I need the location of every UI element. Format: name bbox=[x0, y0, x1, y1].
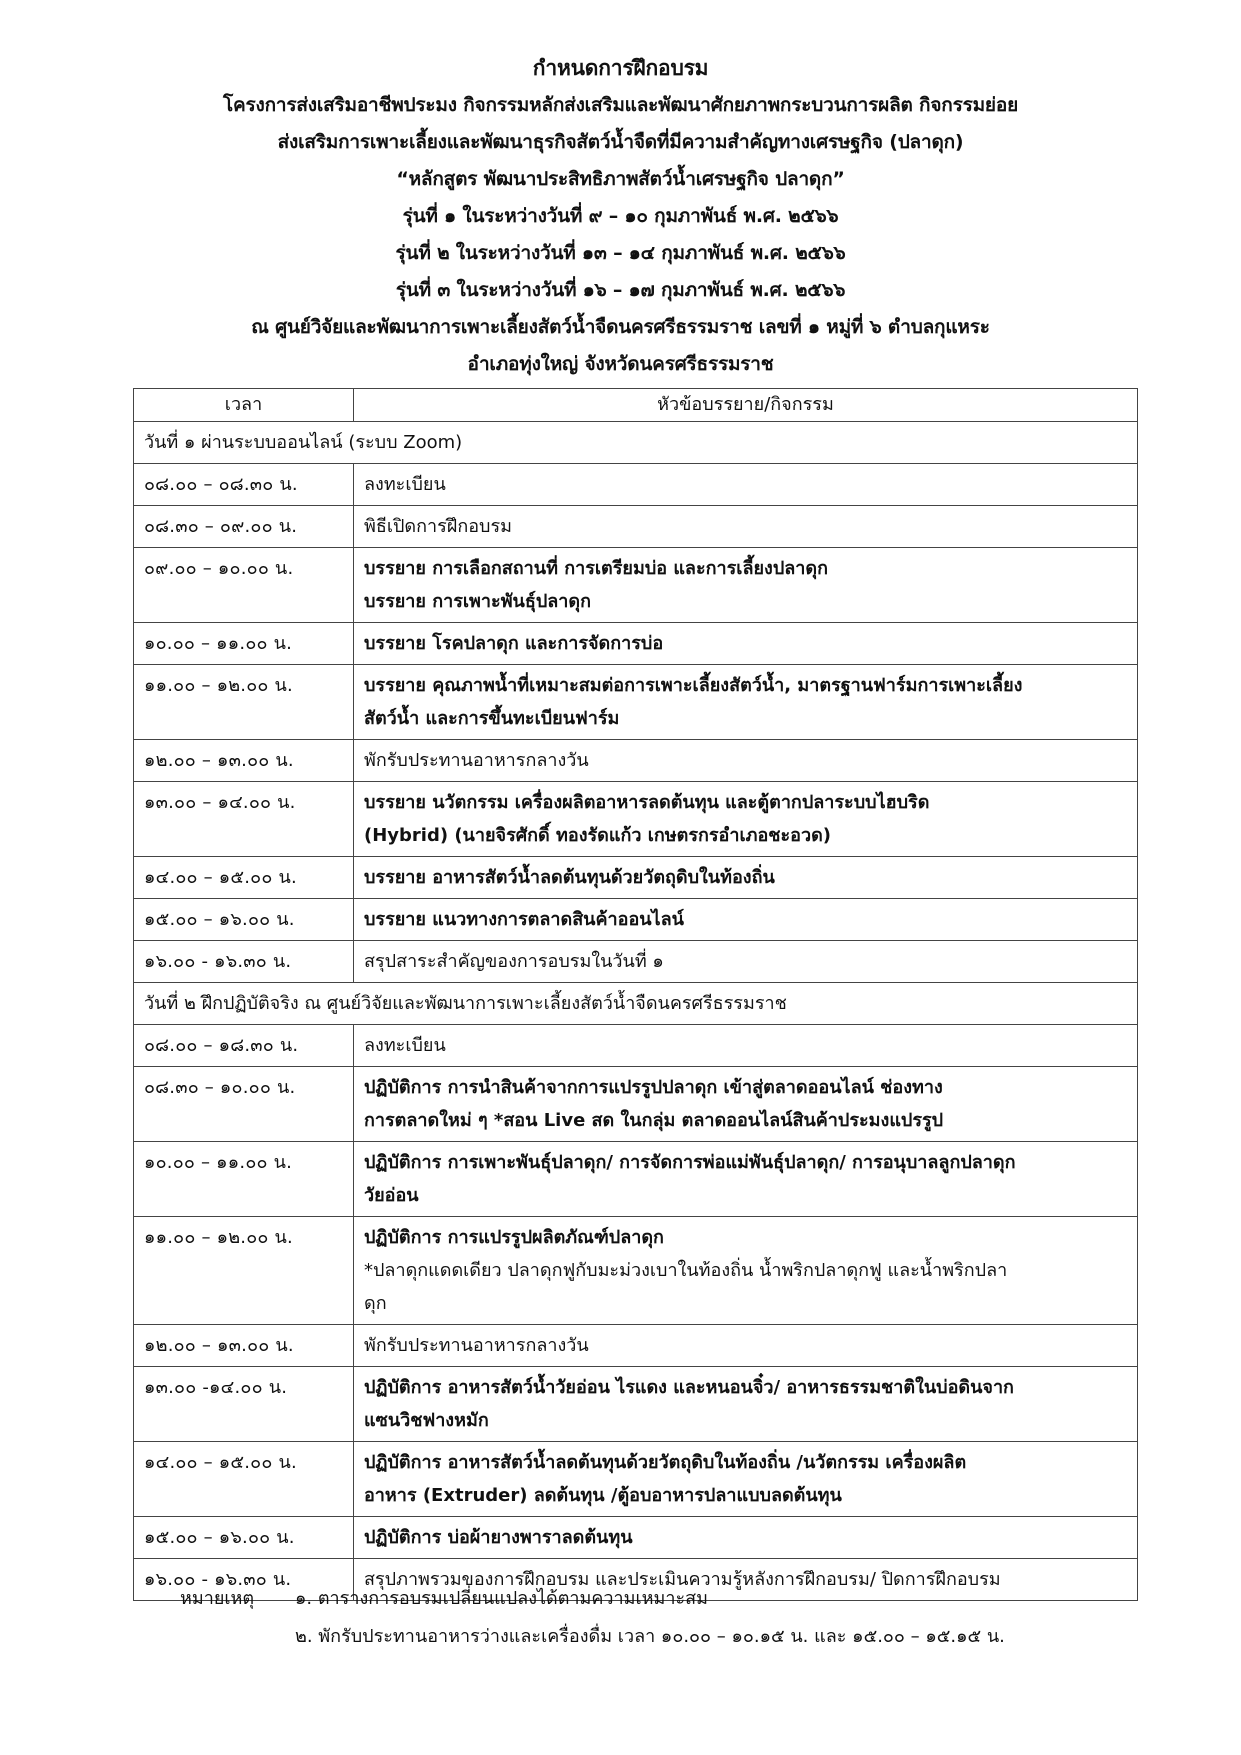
activity-cell bbox=[354, 1217, 1138, 1325]
table-row bbox=[134, 1217, 1138, 1325]
schedule-body bbox=[134, 422, 1138, 1601]
activity-subline: *ปลาดุกแดดเดียว ปลาดุกฟูกับมะม่วงเบาในท้องถิ่น น้ำพริกปลาดุกฟู และน้ำพริกปลา bbox=[364, 1260, 1008, 1281]
activity-cell bbox=[354, 1325, 1138, 1367]
activity-line: พักรับประทานอาหารกลางวัน bbox=[364, 750, 589, 771]
table-row bbox=[134, 548, 1138, 623]
activity-line: ปฏิบัติการ การเพาะพันธุ์ปลาดุก/ การจัดการพ่อแม่พันธุ์ปลาดุก/ การอนุบาลลูกปลาดุก bbox=[364, 1152, 1016, 1173]
table-row bbox=[134, 740, 1138, 782]
course-name: “หลักสูตร พัฒนาประสิทธิภาพสัตว์น้ำเศรษฐกิจ ปลาดุก” bbox=[396, 168, 845, 190]
table-row bbox=[134, 1067, 1138, 1142]
activity-line: สรุปสาระสำคัญของการอบรมในวันที่ ๑ bbox=[364, 951, 664, 972]
activity-line: ปฏิบัติการ อาหารสัตว์น้ำวัยอ่อน ไรแดง และหนอนจิ๋ว/ อาหารธรรมชาติในบ่อดินจาก bbox=[364, 1377, 1014, 1398]
schedule-table bbox=[133, 388, 1138, 1601]
activity-line: บรรยาย โรคปลาดุก และการจัดการบ่อ bbox=[364, 633, 664, 654]
activity-line: ปฏิบัติการ อาหารสัตว์น้ำลดต้นทุนด้วยวัตถุดิบในท้องถิ่น /นวัตกรรม เครื่องผลิต bbox=[364, 1452, 967, 1473]
day-header-row bbox=[134, 983, 1138, 1025]
table-row bbox=[134, 464, 1138, 506]
table-row bbox=[134, 1142, 1138, 1217]
venue-line-2: อำเภอทุ่งใหญ่ จังหวัดนครศรีธรรมราช bbox=[467, 353, 774, 375]
activity-cell bbox=[354, 740, 1138, 782]
column-header-topic: หัวข้อบรรยาย/กิจกรรม bbox=[354, 389, 1138, 422]
day-label: วันที่ ๑ ผ่านระบบออนไลน์ (ระบบ Zoom) bbox=[134, 422, 1138, 464]
table-row bbox=[134, 1367, 1138, 1442]
batch-1: รุ่นที่ ๑ ในระหว่างวันที่ ๙ – ๑๐ กุมภาพันธ์ พ.ศ. ๒๕๖๖ bbox=[402, 205, 839, 227]
activity-cell bbox=[354, 1367, 1138, 1442]
table-row bbox=[134, 665, 1138, 740]
activity-line: บรรยาย อาหารสัตว์น้ำลดต้นทุนด้วยวัตถุดิบในท้องถิ่น bbox=[364, 867, 775, 888]
activity-line: บรรยาย การเพาะพันธุ์ปลาดุก bbox=[364, 591, 592, 612]
activity-cell bbox=[354, 1067, 1138, 1142]
activity-line: ลงทะเบียน bbox=[364, 1035, 446, 1056]
activity-line: ปฏิบัติการ บ่อผ้ายางพาราลดต้นทุน bbox=[364, 1527, 633, 1548]
time-cell: ๑๕.๐๐ – ๑๖.๐๐ น. bbox=[134, 1517, 354, 1559]
time-cell: ๑๓.๐๐ -๑๔.๐๐ น. bbox=[134, 1367, 354, 1442]
activity-line: อาหาร (Extruder) ลดต้นทุน /ตู้อบอาหารปลาแบบลดต้นทุน bbox=[364, 1485, 842, 1506]
time-cell: ๑๔.๐๐ – ๑๕.๐๐ น. bbox=[134, 1442, 354, 1517]
table-row bbox=[134, 857, 1138, 899]
activity-cell bbox=[354, 506, 1138, 548]
activity-cell bbox=[354, 665, 1138, 740]
activity-line: ปฏิบัติการ การนำสินค้าจากการแปรรูปปลาดุก เข้าสู่ตลาดออนไลน์ ช่องทาง bbox=[364, 1077, 943, 1098]
activity-cell bbox=[354, 899, 1138, 941]
activity-line: แซนวิชฟางหมัก bbox=[364, 1410, 489, 1431]
project-line-2: ส่งเสริมการเพาะเลี้ยงและพัฒนาธุรกิจสัตว์น้ำจืดที่มีความสำคัญทางเศรษฐกิจ (ปลาดุก) bbox=[277, 131, 964, 153]
time-cell: ๐๘.๐๐ – ๑๘.๓๐ น. bbox=[134, 1025, 354, 1067]
activity-line: วัยอ่อน bbox=[364, 1185, 419, 1206]
table-row bbox=[134, 782, 1138, 857]
notes-label: หมายเหตุ bbox=[180, 1588, 255, 1609]
column-header-time: เวลา bbox=[134, 389, 354, 422]
activity-cell bbox=[354, 1517, 1138, 1559]
time-cell: ๑๖.๐๐ - ๑๖.๓๐ น. bbox=[134, 1559, 354, 1601]
activity-line: สรุปภาพรวมของการฝึกอบรม และประเมินความรู้หลังการฝึกอบรม/ ปิดการฝึกอบรม bbox=[364, 1569, 1001, 1590]
time-cell: ๑๒.๐๐ – ๑๓.๐๐ น. bbox=[134, 1325, 354, 1367]
activity-cell bbox=[354, 1142, 1138, 1217]
activity-cell bbox=[354, 623, 1138, 665]
document-title: กำหนดการฝึกอบรม bbox=[532, 56, 709, 80]
activity-line: การตลาดใหม่ ๆ *สอน Live สด ในกลุ่ม ตลาดออนไลน์สินค้าประมงแปรรูป bbox=[364, 1110, 944, 1131]
table-row bbox=[134, 941, 1138, 983]
activity-line: สัตว์น้ำ และการขึ้นทะเบียนฟาร์ม bbox=[364, 708, 620, 729]
batch-3: รุ่นที่ ๓ ในระหว่างวันที่ ๑๖ – ๑๗ กุมภาพันธ์ พ.ศ. ๒๕๖๖ bbox=[395, 279, 846, 301]
table-row bbox=[134, 623, 1138, 665]
activity-cell bbox=[354, 548, 1138, 623]
time-cell: ๐๘.๐๐ – ๐๘.๓๐ น. bbox=[134, 464, 354, 506]
time-cell: ๐๘.๓๐ – ๐๙.๐๐ น. bbox=[134, 506, 354, 548]
time-cell: ๑๕.๐๐ – ๑๖.๐๐ น. bbox=[134, 899, 354, 941]
table-row bbox=[134, 1025, 1138, 1067]
venue-line-1: ณ ศูนย์วิจัยและพัฒนาการเพาะเลี้ยงสัตว์น้ำจืดนครศรีธรรมราช เลขที่ ๑ หมู่ที่ ๖ ตำบลกุแหระ bbox=[251, 316, 990, 338]
note-1: ๑. ตารางการอบรมเปลี่ยนแปลงได้ตามความเหมาะสม bbox=[295, 1588, 709, 1609]
document-header bbox=[0, 50, 1241, 383]
activity-cell bbox=[354, 1025, 1138, 1067]
activity-line: บรรยาย นวัตกรรม เครื่องผลิตอาหารลดต้นทุน และตู้ตากปลาระบบไฮบริด bbox=[364, 792, 930, 813]
activity-line: ลงทะเบียน bbox=[364, 474, 446, 495]
table-row bbox=[134, 506, 1138, 548]
table-row bbox=[134, 899, 1138, 941]
table-header-row bbox=[134, 389, 1138, 422]
time-cell: ๑๐.๐๐ – ๑๑.๐๐ น. bbox=[134, 1142, 354, 1217]
time-cell: ๑๑.๐๐ – ๑๒.๐๐ น. bbox=[134, 665, 354, 740]
table-row bbox=[134, 1517, 1138, 1559]
project-line-1: โครงการส่งเสริมอาชีพประมง กิจกรรมหลักส่งเสริมและพัฒนาศักยภาพกระบวนการผลิต กิจกรรมย่อย bbox=[222, 94, 1019, 116]
activity-line: ปฏิบัติการ การแปรรูปผลิตภัณฑ์ปลาดุก bbox=[364, 1227, 664, 1248]
activity-cell bbox=[354, 857, 1138, 899]
day-label: วันที่ ๒ ฝึกปฏิบัติจริง ณ ศูนย์วิจัยและพัฒนาการเพาะเลี้ยงสัตว์น้ำจืดนครศรีธรรมราช bbox=[134, 983, 1138, 1025]
activity-line: บรรยาย การเลือกสถานที่ การเตรียมบ่อ และการเลี้ยงปลาดุก bbox=[364, 558, 828, 579]
time-cell: ๐๘.๓๐ – ๑๐.๐๐ น. bbox=[134, 1067, 354, 1142]
activity-line: บรรยาย คุณภาพน้ำที่เหมาะสมต่อการเพาะเลี้ยงสัตว์น้ำ, มาตรฐานฟาร์มการเพาะเลี้ยง bbox=[364, 675, 1023, 696]
time-cell: ๑๒.๐๐ – ๑๓.๐๐ น. bbox=[134, 740, 354, 782]
activity-subline: ดุก bbox=[364, 1293, 387, 1314]
table-row bbox=[134, 1442, 1138, 1517]
batch-2: รุ่นที่ ๒ ในระหว่างวันที่ ๑๓ – ๑๔ กุมภาพันธ์ พ.ศ. ๒๕๖๖ bbox=[395, 242, 846, 264]
activity-line: (Hybrid) (นายจิรศักดิ์ ทองรัดแก้ว เกษตรกรอำเภอชะอวด) bbox=[364, 825, 832, 846]
table-row bbox=[134, 1325, 1138, 1367]
activity-line: บรรยาย แนวทางการตลาดสินค้าออนไลน์ bbox=[364, 909, 684, 930]
time-cell: ๑๐.๐๐ – ๑๑.๐๐ น. bbox=[134, 623, 354, 665]
time-cell: ๑๑.๐๐ – ๑๒.๐๐ น. bbox=[134, 1217, 354, 1325]
time-cell: ๑๔.๐๐ – ๑๕.๐๐ น. bbox=[134, 857, 354, 899]
note-2: ๒. พักรับประทานอาหารว่างและเครื่องดื่ม เวลา ๑๐.๐๐ – ๑๐.๑๕ น. และ ๑๕.๐๐ – ๑๕.๑๕ น. bbox=[295, 1626, 1005, 1647]
time-cell: ๑๓.๐๐ – ๑๔.๐๐ น. bbox=[134, 782, 354, 857]
activity-line: พักรับประทานอาหารกลางวัน bbox=[364, 1335, 589, 1356]
day-header-row bbox=[134, 422, 1138, 464]
activity-cell bbox=[354, 464, 1138, 506]
time-cell: ๑๖.๐๐ - ๑๖.๓๐ น. bbox=[134, 941, 354, 983]
activity-line: พิธีเปิดการฝึกอบรม bbox=[364, 516, 513, 537]
notes-section bbox=[180, 1580, 1180, 1656]
activity-cell bbox=[354, 782, 1138, 857]
activity-cell bbox=[354, 1442, 1138, 1517]
time-cell: ๐๙.๐๐ – ๑๐.๐๐ น. bbox=[134, 548, 354, 623]
activity-cell bbox=[354, 941, 1138, 983]
